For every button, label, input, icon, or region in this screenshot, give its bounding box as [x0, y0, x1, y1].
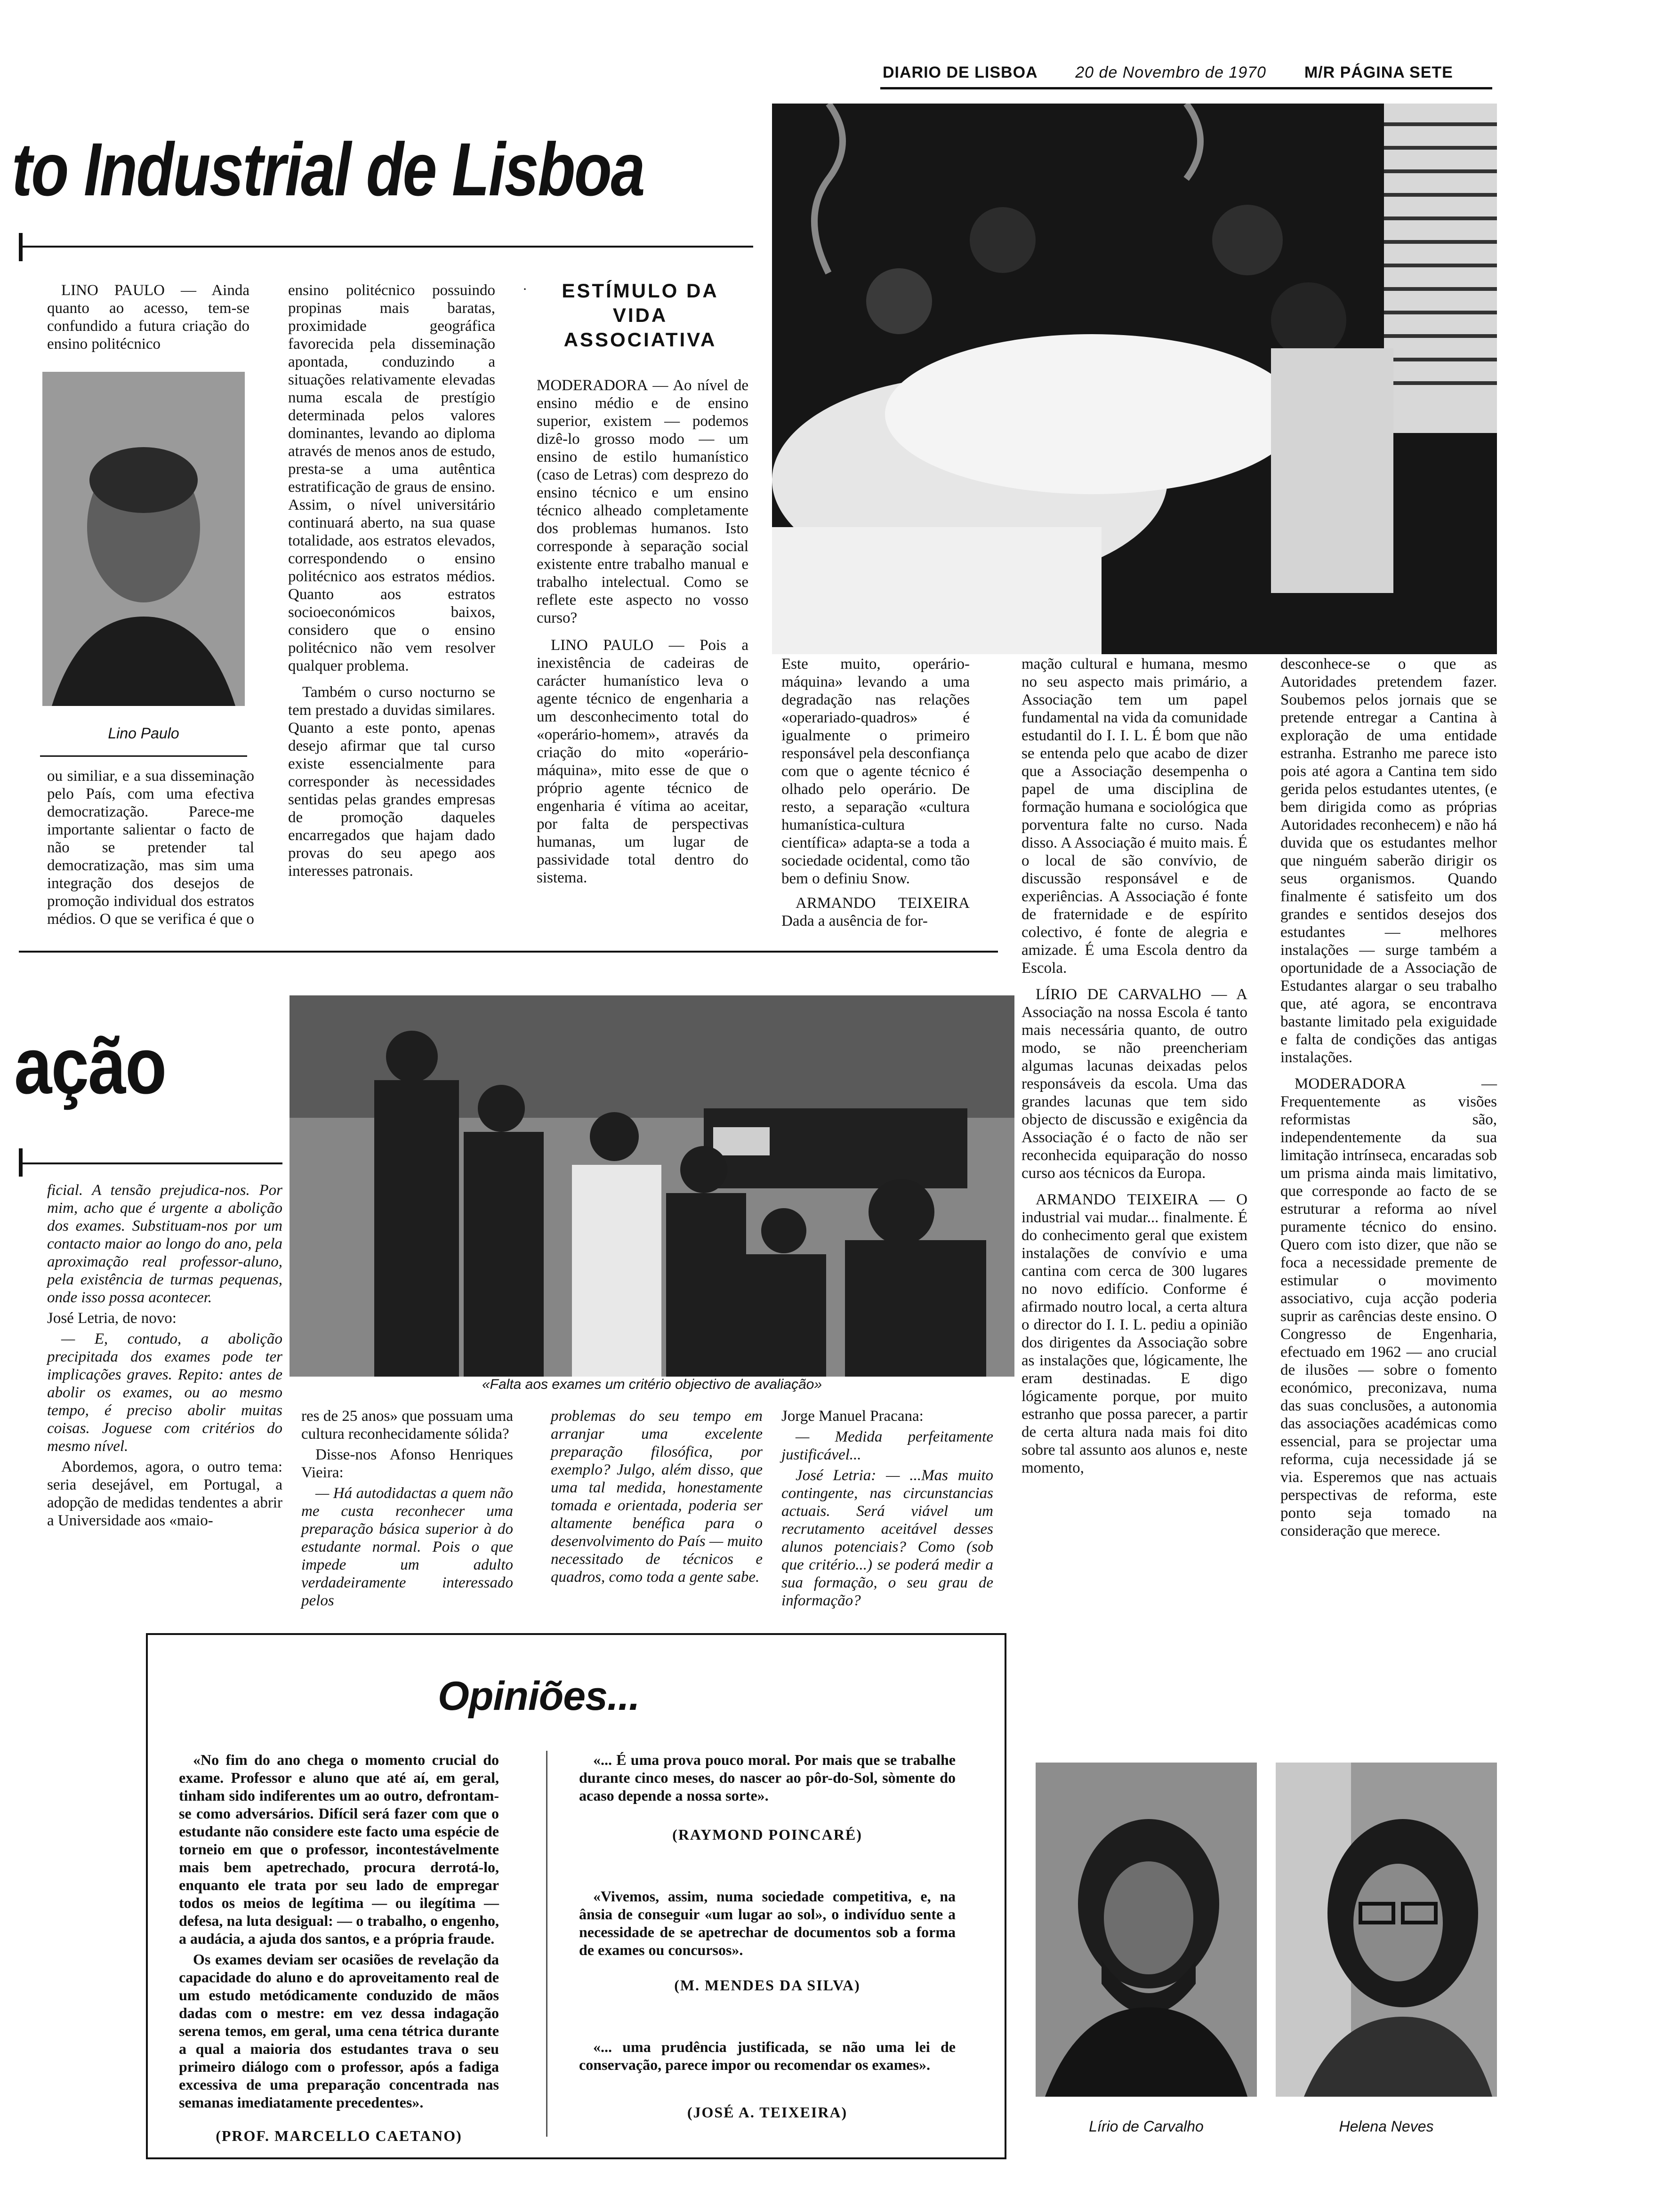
headline-rule [19, 246, 753, 248]
col4-paragraph-1: Este muito, operário-máquina» levando a uma degradação nas relações «operariado-quadros» é igualmente o primeiro responsável pela desconfiança com que o agente técnico é olhado pelo operário. De resto, a separação «cultura humanística-cultura científica» adapta-se a toda a sociedade ocidental, como tão bem o definiu Snow. [781, 656, 970, 887]
col2-paragraph-1: ensino politécnico possuindo propinas mais baratas, proximidade geográfica favorecida pela disseminação apontada, conduzindo a situações relativamente elevadas numa escala de prestígio determinada pelos valores dominantes, levando ao diploma através de menos anos de estudo, presta-se a uma autêntica estratificação de graus de ensino. Assim, o nível universitário continuará aberto, na sua quase totalidade, aos estratos elevados, correspondendo o ensino politécnico aos estratos médios. Quanto aos estratos socioeconómicos baixos, considero que o ensino politécnico não vem resolver qualquer problema. [288, 282, 495, 674]
lirio-carvalho-caption: Lírio de Carvalho [1089, 2118, 1204, 2135]
author-mendes: (M. MENDES DA SILVA) [674, 1977, 861, 1994]
lino-paulo-caption: Lino Paulo [108, 725, 179, 742]
bullet-dot: · [523, 281, 527, 297]
quote-poincare-text: «... É uma prova pouco moral. Por mais que se trabalhe durante cinco meses, do nascer ao pôr-do-Sol, sòmente do acaso depende a nossa sorte». [579, 1751, 956, 1804]
headline-mark [19, 233, 23, 261]
opinioes-divider [546, 1751, 547, 2137]
quote-caetano-p1: «No fim do ano chega o momento crucial do exame. Professor e aluno que até aí, em geral, tinham sido indiferentes um ao outro, defrontam-se como adversários. Difícil será fazer com que o estudante não considere este facto uma espécie de torneio em que o professor, incontestávelmente mais bem apetrechado, procura derrotá-lo, enquanto ele trata por seu lado de empregar todos os meios de legítima — ou ilegítima — defesa, na luta desigual: — o trabalho, o engenho, a audácia, a ajuda dos santos, e a própria fraude. [179, 1751, 499, 1947]
lower-d-p1: Jorge Manuel Pracana: [781, 1408, 924, 1425]
quote-poincare [579, 1751, 956, 1804]
lower-b-p1: res de 25 anos» que possuam uma cultura reconhecidamente sólida? [301, 1408, 513, 1443]
col5-paragraph-3: ARMANDO TEIXEIRA — O industrial vai mudar... finalmente. É do conhecimento geral que existem instalações de convívio e uma cantina com cerca de 300 lugares no novo edifício. Conforme é afirmado noutro local, a certa altura o director do I. I. L. pediu a opinião dos dirigentes da Associação sobre as instalações que, lógicamente, lhe eram destinadas. E digo lógicamente porque, por muito estranho que possa parecer, a partir de certa altura nada mais foi dito sobre tal assunto aos alunos e, neste momento, [1022, 1191, 1247, 1476]
col6 [1280, 655, 1497, 1543]
mid-rule-2 [19, 1162, 282, 1164]
col3-paragraph-1: MODERADORA — Ao nível de ensino médio e de ensino superior, existem — podemos dizê-lo grosso modo — um ensino de estilo humanístico (caso de Letras) com desprezo do ensino técnico e um ensino técnico alheado completamente dos problemas humanos. Isto corresponde à separação social existente entre trabalho manual e trabalho intelectual. Como se reflete este aspecto no vosso curso? [537, 377, 748, 626]
lower-b-p2: Disse-nos Afonso Henriques Vieira: [301, 1446, 513, 1481]
lirio-carvalho-photo [1036, 1763, 1257, 2097]
col5 [1022, 655, 1247, 1480]
col3 [537, 377, 748, 890]
issue-date: 20 de Novembro de 1970 [1075, 64, 1266, 81]
meeting-photo [772, 104, 1497, 654]
header-rule [880, 87, 1492, 89]
page-number: M/R PÁGINA SETE [1304, 64, 1453, 81]
col3-paragraph-2: LINO PAULO — Pois a inexistência de cadeiras de carácter humanístico leva o agente técnico de engenharia a um desconhecimento total do «operário-homem», através da criação do mito «operário-máquina», mito esse de que o próprio agente técnico de engenharia é vítima ao aceitar, por falta de perspectivas humanas, um lugar de passividade total dentro do sistema. [537, 637, 748, 886]
students-group-photo [290, 995, 1014, 1377]
col6-paragraph-1: desconhece-se o que as Autoridades pretendem fazer. Soubemos pelos jornais que se pretende entregar a Cantina à exploração de uma entidade estranha. Estranho me parece isto pois até agora a Cantina tem sido gerida pelos estudantes utentes, (e bem dirigida como as próprias Autoridades reconhecem) e não há duvida que os estudantes melhor que ninguém saberão dirigir os seus organismos. Quando finalmente é satisfeito um dos grandes e sentidos desejos dos estudantes — melhores instalações — surge também a oportunidade de a Associação de Estudantes alargar o seu trabalho que, até agora, se encontrava bastante limitado pela exiguidade e falta de condições das antigas instalações. [1280, 656, 1497, 1066]
helena-neves-caption: Helena Neves [1339, 2118, 1434, 2135]
col5-paragraph-2: LÍRIO DE CARVALHO — A Associação na nossa Escola é tanto mais necessária quanto, de outro modo, se não preencheriam algumas lacunas deixadas pelos responsáveis da escola. Uma das grandes lacunas que tem sido objecto de discussão e exigência da Associação é o facto de não ser reconhecida equiparação do nosso curso aos técnicos da Europa. [1022, 986, 1247, 1182]
author-teixeira: (JOSÉ A. TEIXEIRA) [687, 2104, 848, 2121]
quote-teixeira [579, 2038, 956, 2074]
col5-paragraph-1: mação cultural e humana, mesmo no seu aspecto mais primário, a Associação tem um papel fundamental na vida da comunidade estudantil do I. I. L. É bom que não se entenda pelo que acabo de dizer que a Associação desempenha o papel de uma disciplina de formação humana e sociológica que porventura falte no curso. Nada disso. A Associação é muito mais. É o local de são convívio, de discussão responsável e de experiências. A Associação é fonte de fraternidade e de espírito colectivo, é fonte de alegria e amizade. É uma Escola dentro da Escola. [1022, 656, 1247, 977]
headline-mid: ação [14, 1021, 166, 1111]
lower-col-a [47, 1181, 282, 1532]
paper-name: DIARIO DE LISBOA [883, 64, 1038, 81]
lower-col-b [301, 1407, 513, 1612]
opinioes-title: Opiniões... [438, 1674, 640, 1719]
quote-mendes-text: «Vivemos, assim, numa sociedade competitiva, e, na ânsia de conseguir «um lugar ao sol», o indivíduo sente a necessidade de se apetrechar de documentos sob a forma de exames ou concursos». [579, 1888, 956, 1958]
col1-paragraph-1: LINO PAULO — Ainda quanto ao acesso, tem-se confundido a futura criação do ensino politécnico [47, 282, 249, 353]
col2-paragraph-2: Também o curso nocturno se tem prestado a duvidas similares. Quanto a este ponto, apenas desejo afirmar que tal curso existe essencialmente para corresponder às necessidades sentidas pelas grandes empresas de promoção daqueles encarregados que hajam dado provas do seu apego aos interesses patronais. [288, 684, 495, 880]
author-caetano: (PROF. MARCELLO CAETANO) [216, 2127, 462, 2144]
lower-d-p3: José Letria: — ...Mas muito contingente, nas circunstancias actuais. Será viável um recrutamento aceitável desses alunos potenciais? Como (sob que critério...) se poderá medir a sua formação, o seu grau de informação? [781, 1467, 993, 1609]
group-photo-caption: «Falta aos exames um critério objectivo de avaliação» [482, 1377, 822, 1392]
helena-neves-photo [1276, 1763, 1497, 2097]
quote-teixeira-text: «... uma prudência justificada, se não uma lei de conservação, parece impor ou recomendar os exames». [579, 2038, 956, 2073]
lower-d-p2: — Medida perfeitamente justificável... [781, 1428, 993, 1463]
lower-c-p1: problemas do seu tempo em arranjar uma excelente preparação filosófica, por exemplo? Julgo, além disso, que uma tal medida, honestamente tomada e orientada, poderia ser altamente benéfica para o desenvolvimento do País — muito necessitado de técnicos e quadros, como toda a gente sabe. [551, 1408, 763, 1586]
col4 [781, 655, 970, 933]
lower-b-p3: — Há autodidactas a quem não me custa reconhecer uma preparação básica superior à do estudante normal. Pois o que impede um adulto verdadeiramente interessado pelos [301, 1485, 513, 1609]
mid-mark [19, 1148, 23, 1177]
lower-col-c [551, 1407, 763, 1589]
col6-paragraph-2: MODERADORA — Frequentemente as visões reformistas são, independentemente da sua limitação intrínseca, encaradas sob um prisma ainda mais limitativo, que corresponde ao facto de se estruturar a reforma ao nível puramente técnico do ensino. Quero com isto dizer, que não se foca a necessidade premente de estimular o movimento associativo, cuja acção poderia suprir as carências deste ensino. O Congresso de Engenharia, efectuado em 1962 — ano crucial de ilusões — sobre o fomento económico, preconizava, numa das suas conclusões, a autonomia das associações académicas como essencial, para se projectar uma reforma, cuja necessidade já se via. Esperemos que nas actuais perspectivas de reforma, este ponto seja tomado na consideração que merece. [1280, 1075, 1497, 1539]
col2 [288, 281, 495, 883]
lower-col-d [781, 1407, 993, 1612]
col4-paragraph-2: ARMANDO TEIXEIRA Dada a ausência de for- [781, 895, 970, 930]
quote-mendes [579, 1887, 956, 1959]
col1-paragraph-2: ou similiar, e a sua disseminação pelo País, com uma efectiva democratização. Parece-me importante salientar o facto de não se pretender tal democratização, mas sim uma integração dos desejos de promoção individual dos estratos médios. O que se verifica é que o [47, 768, 254, 928]
lower-a-p2: José Letria, de novo: [47, 1310, 177, 1327]
author-poincare: (RAYMOND POINCARÉ) [672, 1826, 862, 1843]
col1-bottom [47, 767, 254, 931]
lower-a-p1: ficial. A tensão prejudica-nos. Por mim, acho que é urgente a abolição dos exames. Substituam-nos por um contacto maior ao longo do ano, pela aproximação real professor-aluno, pela existência de turmas pequenas, onde isso possa acontecer. [47, 1182, 282, 1306]
lino-paulo-photo [42, 372, 245, 706]
masthead [883, 64, 1453, 82]
lower-a-p4: Abordemos, agora, o outro tema: seria desejável, em Portugal, a adopção de medidas tendentes a abrir a Universidade aos «maio- [47, 1459, 282, 1529]
subhead-estimulo: ESTÍMULO DA VIDA ASSOCIATIVA [562, 280, 719, 351]
col1-top [47, 281, 249, 356]
quote-caetano-p2: Os exames deviam ser ocasiões de revelação da capacidade do aluno e do aproveitamento real de um estudo metódicamente conduzido de mãos dadas com o mestre: em vez dessa indagação serena temos, em geral, uma cena tétrica durante a qual a maioria dos estudantes trava o seu primeiro diálogo com o professor, após a fadiga excessiva de uma preparação concentrada nas semanas imediatamente precedentes». [179, 1951, 499, 2111]
mid-rule [19, 951, 998, 953]
caption-rule [40, 755, 247, 757]
quote-caetano [179, 1751, 499, 2111]
headline-top: to Industrial de Lisboa [12, 127, 644, 211]
lower-a-p3: — E, contudo, a abolição precipitada dos exames pode ter implicações graves. Repito: antes de abolir os exames, ou ao mesmo tempo, é preciso abolir muitas coisas. Joguese com critérios do mesmo nível. [47, 1330, 282, 1455]
